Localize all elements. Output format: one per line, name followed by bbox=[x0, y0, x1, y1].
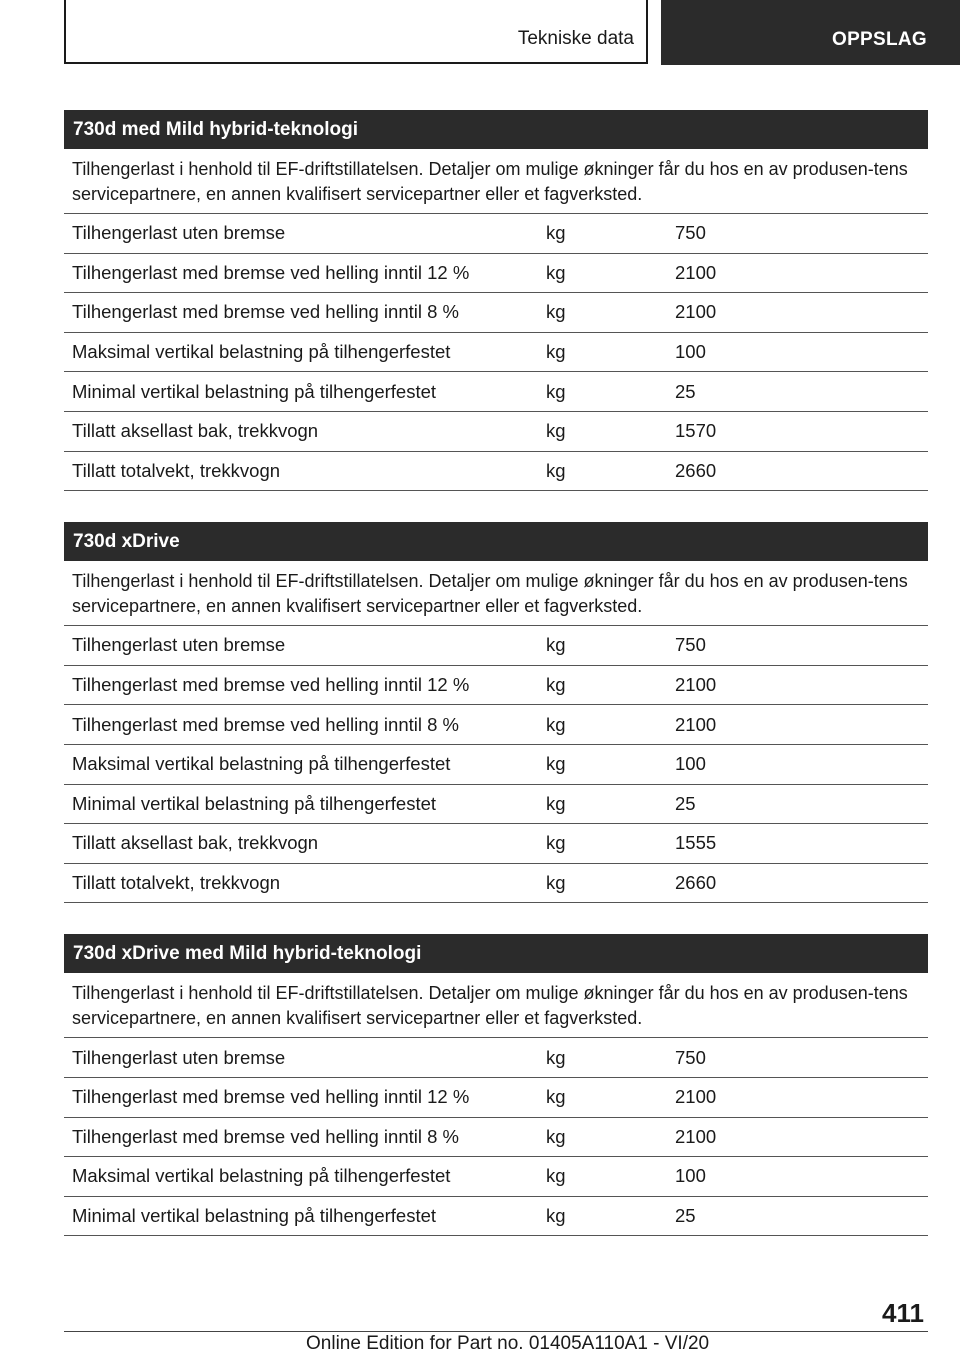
row-unit: kg bbox=[546, 792, 566, 814]
row-label: Tilhengerlast med bremse ved helling inntil 12 % bbox=[72, 261, 470, 283]
row-value: 1570 bbox=[675, 420, 717, 442]
row-value: 2660 bbox=[675, 459, 717, 481]
row-label: Tillatt totalvekt, trekkvogn bbox=[72, 872, 281, 894]
row-unit: kg bbox=[546, 380, 566, 402]
row-value: 2660 bbox=[675, 872, 717, 894]
row-value: 2100 bbox=[675, 674, 717, 696]
section-title: 730d xDrive med Mild hybrid-teknologi bbox=[64, 934, 928, 973]
row-unit: kg bbox=[546, 1165, 566, 1187]
page-number: 411 bbox=[882, 1298, 924, 1328]
table-row bbox=[64, 1038, 928, 1078]
row-unit: kg bbox=[546, 713, 566, 735]
table-row bbox=[64, 1157, 928, 1197]
row-unit: kg bbox=[546, 1046, 566, 1068]
header-section-tab bbox=[64, 0, 648, 64]
row-label: Maksimal vertikal belastning på tilhengerfestet bbox=[72, 753, 451, 775]
row-value: 25 bbox=[675, 792, 696, 814]
row-value: 100 bbox=[675, 341, 706, 363]
row-label: Tillatt totalvekt, trekkvogn bbox=[72, 459, 281, 481]
row-label: Minimal vertikal belastning på tilhengerfestet bbox=[72, 1204, 437, 1226]
section-title: 730d xDrive bbox=[64, 522, 928, 561]
section-description: Tilhengerlast i henhold til EF-driftstillatelsen. Detaljer om mulige økninger får du hos en av produsen-tens servicepartnere, en annen kvalifisert servicepartner eller et fagverksted. bbox=[64, 973, 928, 1038]
row-value: 750 bbox=[675, 222, 706, 244]
header-section-label: Tekniske data bbox=[517, 28, 634, 49]
row-label: Maksimal vertikal belastning på tilhengerfestet bbox=[72, 341, 451, 363]
row-value: 2100 bbox=[675, 713, 717, 735]
row-unit: kg bbox=[546, 301, 566, 323]
row-label: Tilhengerlast med bremse ved helling inntil 8 % bbox=[72, 1125, 459, 1147]
row-value: 750 bbox=[675, 634, 706, 656]
row-label: Tilhengerlast uten bremse bbox=[72, 1046, 286, 1068]
table-row bbox=[64, 333, 928, 373]
row-value: 2100 bbox=[675, 1125, 717, 1147]
table-row bbox=[64, 214, 928, 254]
spec-section bbox=[64, 934, 928, 1236]
row-unit: kg bbox=[546, 1125, 566, 1147]
section-description: Tilhengerlast i henhold til EF-driftstillatelsen. Detaljer om mulige økninger får du hos en av produsen-tens servicepartnere, en annen kvalifisert servicepartner eller et fagverksted. bbox=[64, 561, 928, 626]
spec-section bbox=[64, 522, 928, 903]
row-unit: kg bbox=[546, 261, 566, 283]
row-unit: kg bbox=[546, 832, 566, 854]
table-row bbox=[64, 745, 928, 785]
row-unit: kg bbox=[546, 872, 566, 894]
table-row bbox=[64, 666, 928, 706]
table-row bbox=[64, 254, 928, 294]
header-chapter-tab bbox=[661, 0, 960, 65]
row-unit: kg bbox=[546, 753, 566, 775]
row-label: Maksimal vertikal belastning på tilhengerfestet bbox=[72, 1165, 451, 1187]
footer-divider bbox=[64, 1331, 928, 1332]
row-unit: kg bbox=[546, 341, 566, 363]
table-row bbox=[64, 785, 928, 825]
row-unit: kg bbox=[546, 222, 566, 244]
row-value: 100 bbox=[675, 1165, 706, 1187]
row-label: Tilhengerlast med bremse ved helling inntil 12 % bbox=[72, 674, 470, 696]
row-value: 2100 bbox=[675, 1086, 717, 1108]
table-row bbox=[64, 1118, 928, 1158]
edition-text: Online Edition for Part no. 01405A110A1 - VI/20 bbox=[306, 1333, 710, 1354]
row-label: Tillatt aksellast bak, trekkvogn bbox=[72, 832, 319, 854]
row-label: Tilhengerlast med bremse ved helling inntil 12 % bbox=[72, 1086, 470, 1108]
spec-section bbox=[64, 110, 928, 491]
row-unit: kg bbox=[546, 459, 566, 481]
row-value: 25 bbox=[675, 380, 696, 402]
row-unit: kg bbox=[546, 420, 566, 442]
table-row bbox=[64, 864, 928, 904]
table-row bbox=[64, 1078, 928, 1118]
table-row bbox=[64, 626, 928, 666]
row-unit: kg bbox=[546, 674, 566, 696]
table-row bbox=[64, 705, 928, 745]
row-label: Minimal vertikal belastning på tilhengerfestet bbox=[72, 380, 437, 402]
document-body bbox=[64, 110, 928, 1267]
row-label: Tilhengerlast med bremse ved helling inntil 8 % bbox=[72, 713, 459, 735]
row-unit: kg bbox=[546, 1204, 566, 1226]
row-value: 2100 bbox=[675, 261, 717, 283]
row-label: Tilhengerlast uten bremse bbox=[72, 634, 286, 656]
section-title: 730d med Mild hybrid-teknologi bbox=[64, 110, 928, 149]
row-label: Minimal vertikal belastning på tilhengerfestet bbox=[72, 792, 437, 814]
row-value: 2100 bbox=[675, 301, 717, 323]
row-value: 1555 bbox=[675, 832, 717, 854]
row-value: 25 bbox=[675, 1204, 696, 1226]
row-value: 100 bbox=[675, 753, 706, 775]
row-label: Tilhengerlast uten bremse bbox=[72, 222, 286, 244]
table-row bbox=[64, 452, 928, 492]
row-label: Tilhengerlast med bremse ved helling inntil 8 % bbox=[72, 301, 459, 323]
row-value: 750 bbox=[675, 1046, 706, 1068]
section-description: Tilhengerlast i henhold til EF-driftstillatelsen. Detaljer om mulige økninger får du hos en av produsen-tens servicepartnere, en annen kvalifisert servicepartner eller et fagverksted. bbox=[64, 149, 928, 214]
header-chapter-label: OPPSLAG bbox=[831, 29, 927, 50]
table-row bbox=[64, 824, 928, 864]
row-unit: kg bbox=[546, 1086, 566, 1108]
row-label: Tillatt aksellast bak, trekkvogn bbox=[72, 420, 319, 442]
table-row bbox=[64, 372, 928, 412]
row-unit: kg bbox=[546, 634, 566, 656]
table-row bbox=[64, 293, 928, 333]
table-row bbox=[64, 412, 928, 452]
table-row bbox=[64, 1197, 928, 1237]
